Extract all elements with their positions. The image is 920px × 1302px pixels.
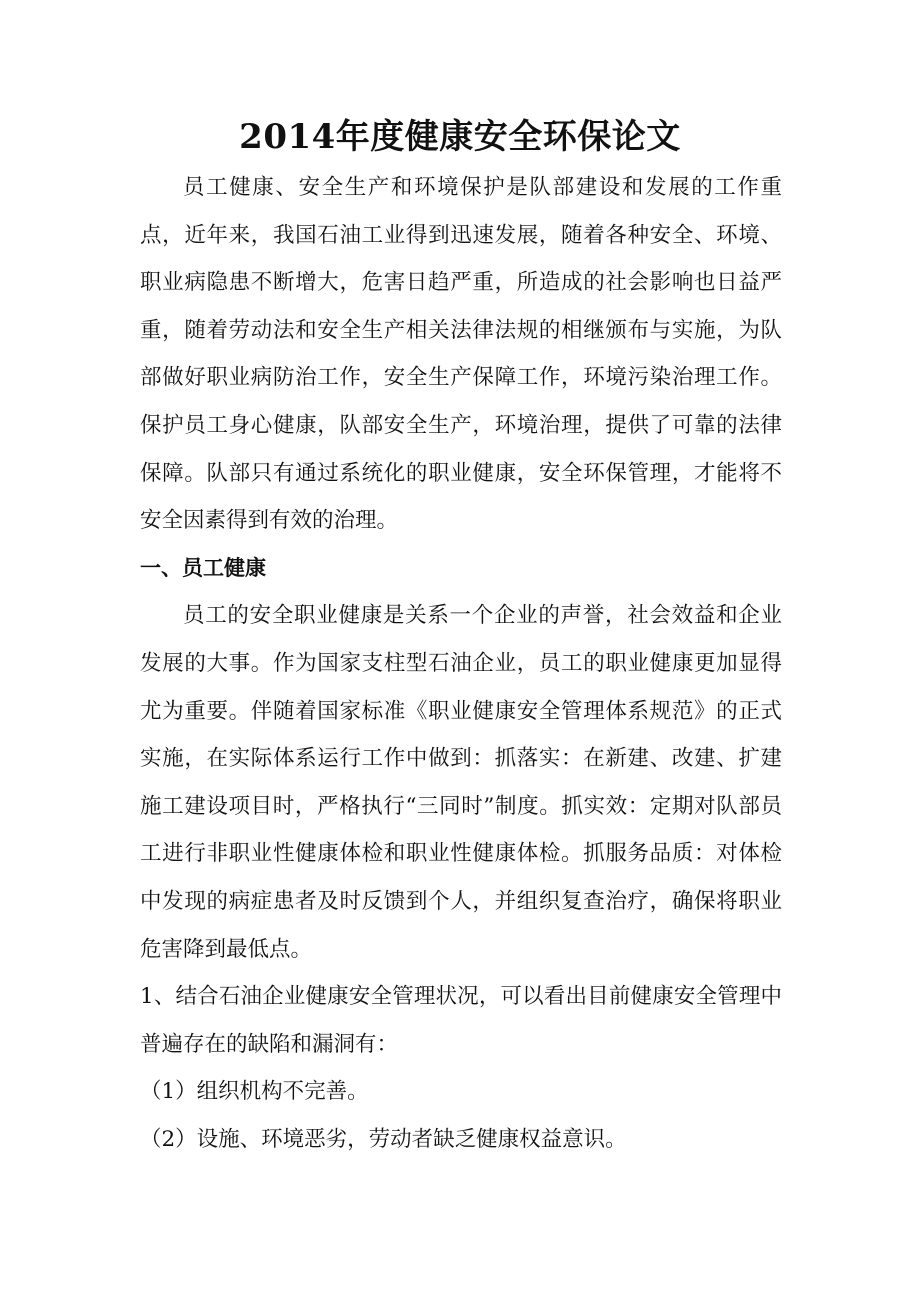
document-body: [140, 164, 782, 1163]
section-heading-employee-health: 一、员工健康: [140, 555, 266, 580]
employee-health-paragraph: 员工的安全职业健康是关系一个企业的声誉，社会效益和企业发展的大事。作为国家支柱型石油企业，员工的职业健康更加显得尤为重要。伴随着国家标准《职业健康安全管理体系规范》的正式实施，在实际体系运行工作中做到：抓落实：在新建、改建、扩建施工建设项目时，严格执行“三同时”制度。抓实效：定期对队部员工进行非职业性健康体检和职业性健康体检。抓服务品质：对体检中发现的病症患者及时反馈到个人，并组织复查治疗，确保将职业危害降到最低点。: [140, 603, 782, 962]
document-title: 2014年度健康安全环保论文: [239, 117, 681, 157]
list-item-2: （2）设施、环境恶劣，劳动者缺乏健康权益意识。: [140, 1126, 627, 1152]
intro-paragraph: 员工健康、安全生产和环境保护是队部建设和发展的工作重点，近年来，我国石油工业得到迅速发展，随着各种安全、环境、职业病隐患不断增大，危害日趋严重，所造成的社会影响也日益严重，随着劳动法和安全生产相关法律法规的相继颁布与实施，为队部做好职业病防治工作，安全生产保障工作，环境污染治理工作。保护员工身心健康，队部安全生产，环境治理，提供了可靠的法律保障。队部只有通过系统化的职业健康，安全环保管理，才能将不安全因素得到有效的治理。: [140, 175, 782, 534]
point-1-paragraph: 1、结合石油企业健康安全管理状况，可以看出目前健康安全管理中普遍存在的缺陷和漏洞有：: [140, 984, 782, 1057]
list-item-1: （1）组织机构不完善。: [140, 1079, 369, 1105]
